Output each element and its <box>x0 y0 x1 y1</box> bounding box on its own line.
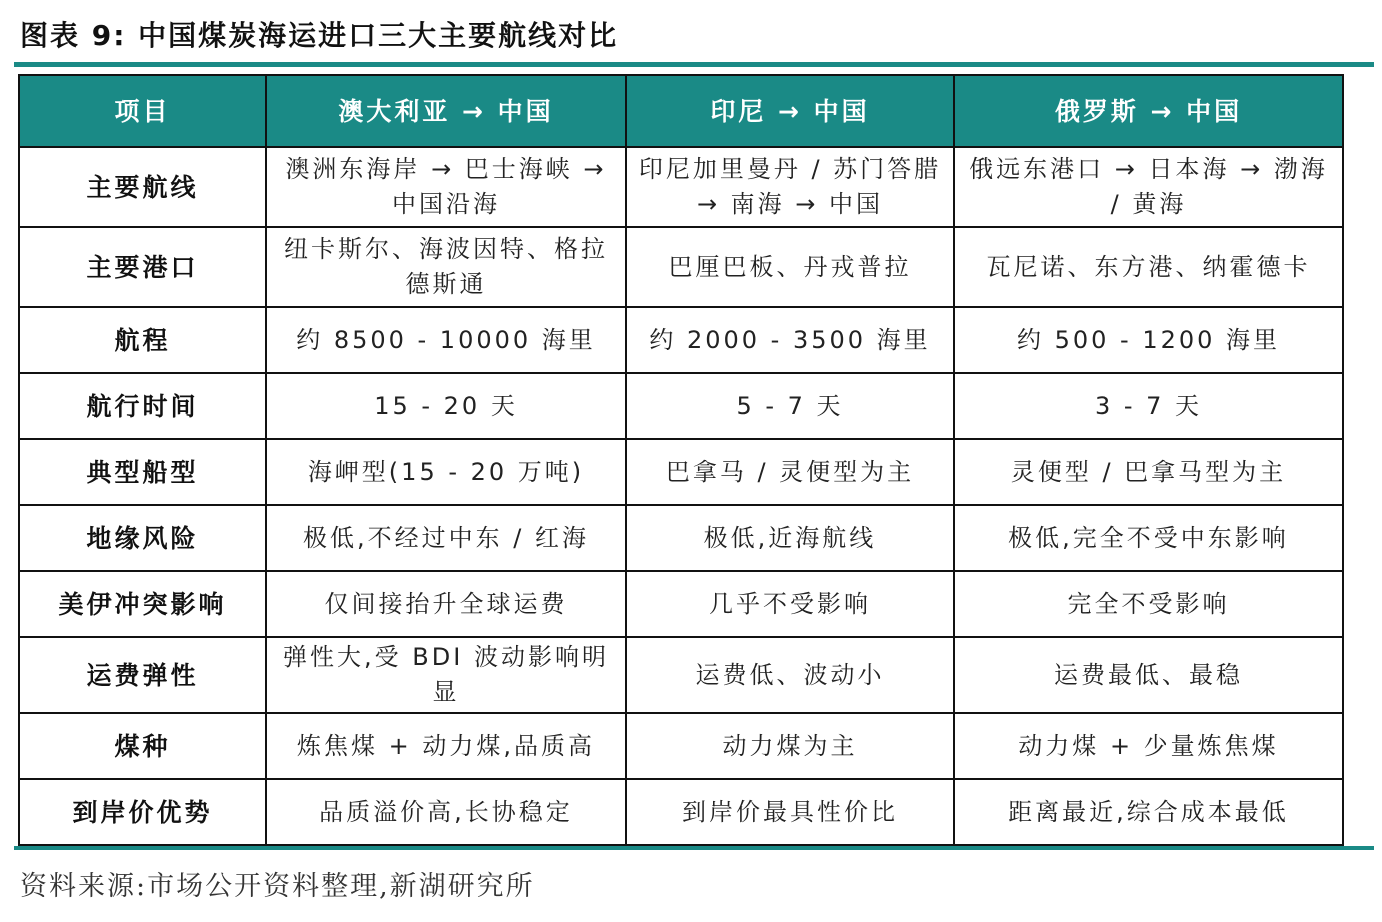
header-indonesia: 印尼 → 中国 <box>626 75 954 147</box>
row-label: 主要港口 <box>19 227 266 307</box>
table-cell: 海岬型(15 - 20 万吨) <box>266 439 626 505</box>
header-item: 项目 <box>19 75 266 147</box>
comparison-table <box>18 74 1344 846</box>
row-label: 典型船型 <box>19 439 266 505</box>
header-australia: 澳大利亚 → 中国 <box>266 75 626 147</box>
table-row <box>19 227 1343 307</box>
table-cell: 运费低、波动小 <box>626 637 954 713</box>
table-cell: 距离最近,综合成本最低 <box>954 779 1343 845</box>
row-label: 航程 <box>19 307 266 373</box>
table-row <box>19 307 1343 373</box>
row-label: 主要航线 <box>19 147 266 227</box>
row-label: 航行时间 <box>19 373 266 439</box>
table-cell: 动力煤 + 少量炼焦煤 <box>954 713 1343 779</box>
table-row <box>19 713 1343 779</box>
row-label: 地缘风险 <box>19 505 266 571</box>
table-cell: 3 - 7 天 <box>954 373 1343 439</box>
table-cell: 运费最低、最稳 <box>954 637 1343 713</box>
table-cell: 纽卡斯尔、海波因特、格拉德斯通 <box>266 227 626 307</box>
table-row <box>19 439 1343 505</box>
header-russia: 俄罗斯 → 中国 <box>954 75 1343 147</box>
table-cell: 动力煤为主 <box>626 713 954 779</box>
table-cell: 完全不受影响 <box>954 571 1343 637</box>
table-cell: 极低,不经过中东 / 红海 <box>266 505 626 571</box>
table-cell: 炼焦煤 + 动力煤,品质高 <box>266 713 626 779</box>
figure-title: 图表 9: 中国煤炭海运进口三大主要航线对比 <box>20 19 619 52</box>
table-row <box>19 571 1343 637</box>
table-cell: 巴厘巴板、丹戎普拉 <box>626 227 954 307</box>
table-cell: 巴拿马 / 灵便型为主 <box>626 439 954 505</box>
bottom-rule <box>14 846 1374 850</box>
table-row <box>19 373 1343 439</box>
table-cell: 5 - 7 天 <box>626 373 954 439</box>
source-note: 资料来源:市场公开资料整理,新湖研究所 <box>20 871 535 902</box>
table-cell: 约 500 - 1200 海里 <box>954 307 1343 373</box>
table-row <box>19 505 1343 571</box>
table-cell: 约 8500 - 10000 海里 <box>266 307 626 373</box>
row-label: 运费弹性 <box>19 637 266 713</box>
table-row <box>19 637 1343 713</box>
table-cell: 澳洲东海岸 → 巴士海峡 → 中国沿海 <box>266 147 626 227</box>
row-label: 煤种 <box>19 713 266 779</box>
row-label: 美伊冲突影响 <box>19 571 266 637</box>
table-cell: 极低,完全不受中东影响 <box>954 505 1343 571</box>
table-cell: 弹性大,受 BDI 波动影响明显 <box>266 637 626 713</box>
table-cell: 几乎不受影响 <box>626 571 954 637</box>
table-cell: 俄远东港口 → 日本海 → 渤海 / 黄海 <box>954 147 1343 227</box>
top-rule <box>14 62 1374 67</box>
row-label: 到岸价优势 <box>19 779 266 845</box>
table-cell: 15 - 20 天 <box>266 373 626 439</box>
table-cell: 瓦尼诺、东方港、纳霍德卡 <box>954 227 1343 307</box>
table-cell: 印尼加里曼丹 / 苏门答腊 → 南海 → 中国 <box>626 147 954 227</box>
table-cell: 品质溢价高,长协稳定 <box>266 779 626 845</box>
table-row <box>19 779 1343 845</box>
table-cell: 仅间接抬升全球运费 <box>266 571 626 637</box>
table-cell: 约 2000 - 3500 海里 <box>626 307 954 373</box>
table-row <box>19 147 1343 227</box>
table-cell: 到岸价最具性价比 <box>626 779 954 845</box>
table-cell: 灵便型 / 巴拿马型为主 <box>954 439 1343 505</box>
table-cell: 极低,近海航线 <box>626 505 954 571</box>
header-row <box>19 75 1343 147</box>
